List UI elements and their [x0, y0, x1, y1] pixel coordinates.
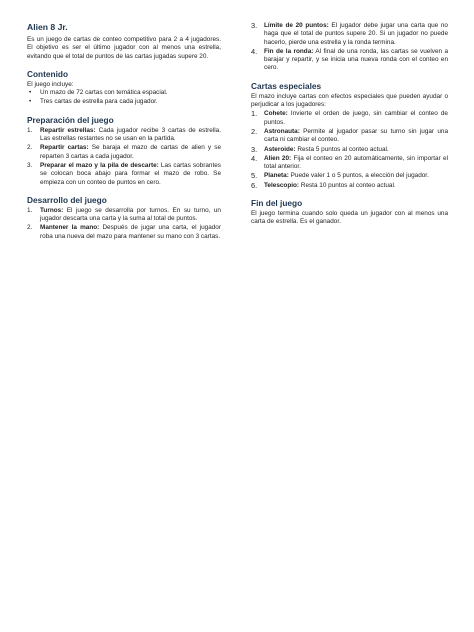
- item-number: 4.: [251, 153, 258, 163]
- bullet-icon: •: [29, 89, 32, 97]
- item-term: Cohete:: [264, 110, 288, 118]
- item-text: Después de jugar una carta, el jugador roba una nueva del mazo para mantener su mano con 3 cartas.: [40, 224, 221, 240]
- right-column: [251, 22, 448, 235]
- item-number: 3.: [251, 144, 258, 154]
- item-number: 2.: [27, 144, 33, 152]
- list-item: [251, 128, 448, 145]
- item-number: 4.: [251, 46, 258, 56]
- item-text: Las cartas sobrantes se colocan boca abajo para formar el mazo de robo. Se empieza con un conteo de puntos en cero.: [40, 161, 221, 186]
- item-term: Repartir cartas:: [40, 144, 89, 152]
- list-item: [27, 224, 221, 241]
- especiales-section: [251, 81, 448, 190]
- fin-section: [251, 198, 448, 227]
- fin-heading: Fin del juego: [251, 198, 303, 209]
- item-text: El juego se desarrolla por turnos. En su turno, un jugador descarta una carta y la suma al total de puntos.: [40, 206, 221, 223]
- list-item: [27, 162, 221, 187]
- list-item: [251, 182, 448, 190]
- desarrollo-heading: Desarrollo del juego: [27, 194, 107, 205]
- list-item: [251, 155, 448, 172]
- desarrollo-list-left: [27, 207, 221, 241]
- item-text: Se baraja el mazo de cartas de alien y se reparten 3 cartas a cada jugador.: [40, 144, 221, 160]
- contenido-lead: El juego incluye:: [27, 80, 74, 88]
- list-item: [251, 172, 448, 180]
- preparacion-heading: Preparación del juego: [27, 114, 114, 125]
- list-item: [27, 98, 221, 106]
- left-column: [27, 22, 221, 249]
- bullet-icon: •: [29, 98, 32, 106]
- item-number: 3.: [251, 21, 258, 30]
- item-text: El jugador debe jugar una carta que no haga que el total de puntos supere 20. Si un jugador no puede hacerlo, pierde una estrella y la ronda termina.: [264, 22, 448, 46]
- item-number: 5.: [251, 171, 258, 181]
- item-text: Resta 5 puntos al conteo actual.: [295, 145, 389, 153]
- item-text: Resta 10 puntos al conteo actual.: [299, 181, 396, 189]
- item-number: 3.: [27, 161, 33, 169]
- contenido-list: [27, 89, 221, 107]
- contenido-section: [27, 69, 221, 107]
- item-text: Fija el conteo en 20 automáticamente, sin importar el total anterior.: [264, 154, 448, 171]
- item-term: Repartir estrellas:: [40, 126, 96, 134]
- item-term: Fin de la ronda:: [264, 47, 314, 55]
- preparacion-section: [27, 115, 221, 187]
- item-term: Telescopio:: [264, 181, 300, 189]
- item-term: Asteroide:: [264, 145, 296, 153]
- item-number: 6.: [251, 180, 258, 190]
- list-item: [27, 144, 221, 161]
- fin-paragraph: El juego termina cuando solo queda un jugador con al menos una carta de estrella. Es el ganador.: [251, 210, 448, 226]
- list-item: [251, 110, 448, 127]
- item-number: 2.: [27, 224, 33, 232]
- item-text: Al final de una ronda, las cartas se vuelven a barajar y repartir, y se inicia una nueva ronda con el conteo en cero.: [264, 47, 449, 72]
- item-term: Límite de 20 puntos:: [264, 22, 329, 29]
- item-number: 2.: [251, 126, 258, 136]
- intro-section: [27, 22, 221, 61]
- list-item-text: Tres cartas de estrella para cada jugador.: [40, 98, 158, 106]
- contenido-heading: Contenido: [27, 68, 69, 79]
- list-item: [251, 48, 448, 73]
- list-item: [27, 127, 221, 144]
- item-term: Astronauta:: [264, 127, 300, 135]
- item-number: 1.: [251, 109, 258, 119]
- desarrollo-continued: [251, 22, 448, 73]
- list-item: [251, 22, 448, 47]
- especiales-list: [251, 110, 448, 190]
- item-number: 1.: [27, 126, 33, 134]
- preparacion-list: [27, 127, 221, 187]
- item-term: Mantener la mano:: [40, 224, 100, 232]
- item-number: 1.: [27, 206, 33, 214]
- item-text: Permite al jugador pasar su turno sin jugar una carta ni cambiar el conteo.: [264, 127, 448, 144]
- list-item-text: Un mazo de 72 cartas con temática espacial.: [40, 89, 168, 97]
- item-term: Planeta:: [264, 172, 289, 180]
- document-title: Alien 8 Jr.: [27, 22, 68, 32]
- item-term: Preparar el mazo y la pila de descarte:: [40, 161, 159, 169]
- item-text: Puede valer 1 o 5 puntos, a elección del jugador.: [288, 172, 429, 180]
- list-item: [27, 89, 221, 97]
- list-item: [27, 207, 221, 224]
- intro-paragraph: Es un juego de cartas de conteo competitivo para 2 a 4 jugadores. El objetivo es ser el último jugador con al menos una estrella, evitando que el total de puntos de las cartas jugadas supere 20.: [27, 36, 221, 60]
- item-text: Cada jugador recibe 3 cartas de estrella. Las estrellas restantes no se usan en la partida.: [40, 126, 221, 143]
- list-item: [251, 146, 448, 154]
- item-term: Alien 20:: [264, 154, 292, 162]
- especiales-lead: El mazo incluye cartas con efectos especiales que pueden ayudar o perjudicar a los jugadores:: [251, 92, 448, 109]
- item-text: Invierte el orden de juego, sin cambiar el conteo de puntos.: [264, 110, 448, 126]
- item-term: Turnos:: [40, 206, 64, 214]
- desarrollo-section: [27, 195, 221, 241]
- desarrollo-list-right: [251, 22, 448, 73]
- especiales-heading: Cartas especiales: [251, 80, 322, 91]
